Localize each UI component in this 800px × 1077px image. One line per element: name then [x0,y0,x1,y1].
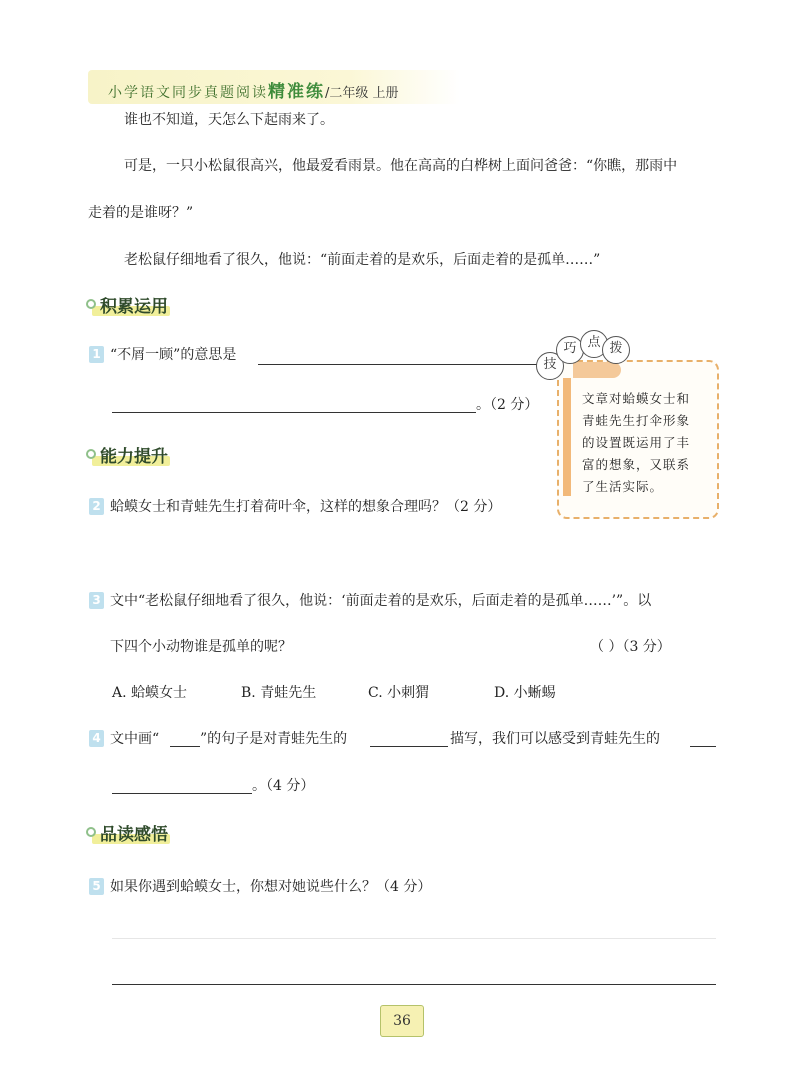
question-3-answer-bracket[interactable]: （ ）（3 分） [590,639,671,655]
header-series: 小学语文同步真题阅读 [108,85,268,101]
answer-line-q4-mark [170,746,200,747]
header-title [108,77,399,102]
tip-char-3: 点 [580,330,608,358]
question-1-score: 。（2 分） [476,397,539,413]
question-3-line-1: 文中“老松鼠仔细地看了很久，他说：‘前面走着的是欢乐，后面走着的是孤单……’”。以 [110,593,652,609]
question-4-part-1: 文中画“ [110,731,160,747]
answer-line-q1-a[interactable] [258,364,550,365]
answer-line-q5-b[interactable] [112,984,716,985]
question-5-text: 如果你遇到蛤蟆女士，你想对她说些什么？（4 分） [110,879,432,895]
answer-line-q1-b[interactable] [112,412,476,413]
answer-line-q4-a[interactable] [370,746,448,747]
section-bullet-icon [86,299,96,309]
section-heading-ability [86,440,168,468]
answer-line-q4-b[interactable] [690,746,716,747]
tip-bird-icon [573,362,621,378]
page-number: 36 [380,1005,424,1037]
question-2-text: 蛤蟆女士和青蛙先生打着荷叶伞，这样的想象合理吗？（2 分） [110,499,502,515]
question-number-3: 3 [89,592,104,609]
section-bullet-icon [86,827,96,837]
section-title: 能力提升 [100,446,168,467]
passage-paragraph-2-line-2: 走着的是谁呀？” [88,205,194,221]
question-4-part-2: ”的句子是对青蛙先生的 [200,731,348,747]
header-grade: /二年级 上册 [325,86,399,101]
answer-line-q5-a[interactable] [112,938,716,939]
section-title: 品读感悟 [100,824,168,845]
question-number-1: 1 [89,346,104,363]
tip-text: 文章对蛤蟆女士和青蛙先生打伞形象的设置既运用了丰富的想象，又联系了生活实际。 [582,391,691,494]
tip-char-1: 技 [536,352,564,380]
section-title: 积累运用 [100,296,168,317]
header-highlight: 精准练 [268,82,325,102]
tip-char-4: 拨 [602,336,630,364]
question-1-text: “不屑一顾”的意思是 [110,347,237,363]
passage-paragraph-1: 谁也不知道，天怎么下起雨来了。 [124,112,334,128]
section-bullet-icon [86,449,96,459]
option-a[interactable]: A. 蛤蟆女士 [112,685,188,701]
passage-paragraph-3: 老松鼠仔细地看了很久，他说：“前面走着的是欢乐，后面走着的是孤单……” [124,252,601,268]
question-number-4: 4 [89,730,104,747]
passage-paragraph-2-line-1: 可是，一只小松鼠很高兴，他最爱看雨景。他在高高的白桦树上面问爸爸：“你瞧，那雨中 [124,158,678,174]
question-3-line-2: 下四个小动物谁是孤单的呢？ [110,639,292,655]
section-heading-accumulation [86,290,168,318]
tip-char-2: 巧 [556,336,584,364]
option-c[interactable]: C. 小刺猬 [368,685,430,701]
question-number-5: 5 [89,878,104,895]
section-heading-reading [86,818,168,846]
question-number-2: 2 [89,498,104,515]
question-4-part-3: 描写，我们可以感受到青蛙先生的 [450,731,660,747]
question-4-score: 。（4 分） [252,778,315,794]
answer-line-q4-c[interactable] [112,793,252,794]
tip-pole-icon [563,378,571,496]
option-b[interactable]: B. 青蛙先生 [241,685,317,701]
option-d[interactable]: D. 小蜥蜴 [494,685,556,701]
